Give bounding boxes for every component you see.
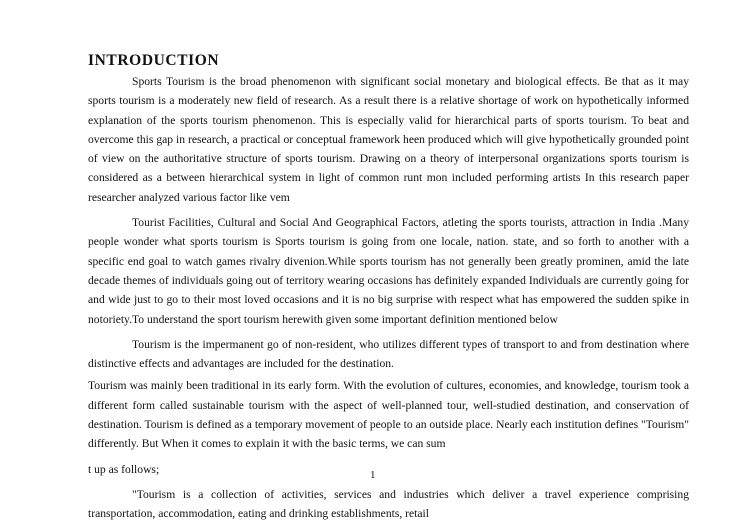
paragraph-quote: "Tourism is a collection of activities, services and industries which deliver a travel experience comprising transportation, accommodation, eating and drinking establishments, retail [88,487,689,521]
page-number: 1 [370,469,376,481]
paragraph-sum-up: t up as follows; [88,462,160,476]
section-heading: INTRODUCTION [88,52,220,69]
paragraph-factors: Tourist Facilities, Cultural and Social And Geographical Factors, atleting the sports tourists, attraction in India .Many people wonder what sports tourism is Sports tourism is going from one locale, nation. state, and so forth to another with a specific end goal to watch games rivalry divenion.While sports tourism has not generally been greatly prominen, amid the late decade themes of individuals going out of territory wearing occasions has definitely expanded Individuals are currently going for and wide just to go to their most loved occasions and it is no big surprise with respect what has empowered the sudden spike in notoriety.To understand the sport tourism herewith given some important definition mentioned below [88,216,689,326]
paragraph-tradition: Tourism was mainly been traditional in its early form. With the evolution of cultures, economies, and knowledge, tourism took a different form called sustainable tourism with the aspect of well-planned tour, well-studied destination, and conservation of destination. Tourism is defined as a temporary movement of people to an outside place. Nearly each institution defines "Tourism" differently. But When it comes to explain it with the basic terms, we can sum [88,379,689,451]
paragraph-intro: Sports Tourism is the broad phenomenon with significant social monetary and biological effects. Be that as it may sports tourism is a moderately new field of research. As a result there is a relative shortage of work on hypothetically informed explanation of the sports tourism phenomenon. This is especially valid for hierarchical parts of sports tourism. To beat and overcome this gap in research, a practical or conceptual framework heen produced which will give hypothetically grounded point of view on the authoritative structure of sports tourism. Drawing on a theory of interpersonal organizations sports tourism is considered as a between hierarchical system in light of common runt mon included performing artists In this research paper researcher analyzed various factor like vem [88,75,689,204]
paragraph-definition: Tourism is the impermanent go of non-resident, who utilizes different types of transport to and from destination where distinctive effects and advantages are included for the destination. [88,337,689,371]
document-page [88,52,689,524]
